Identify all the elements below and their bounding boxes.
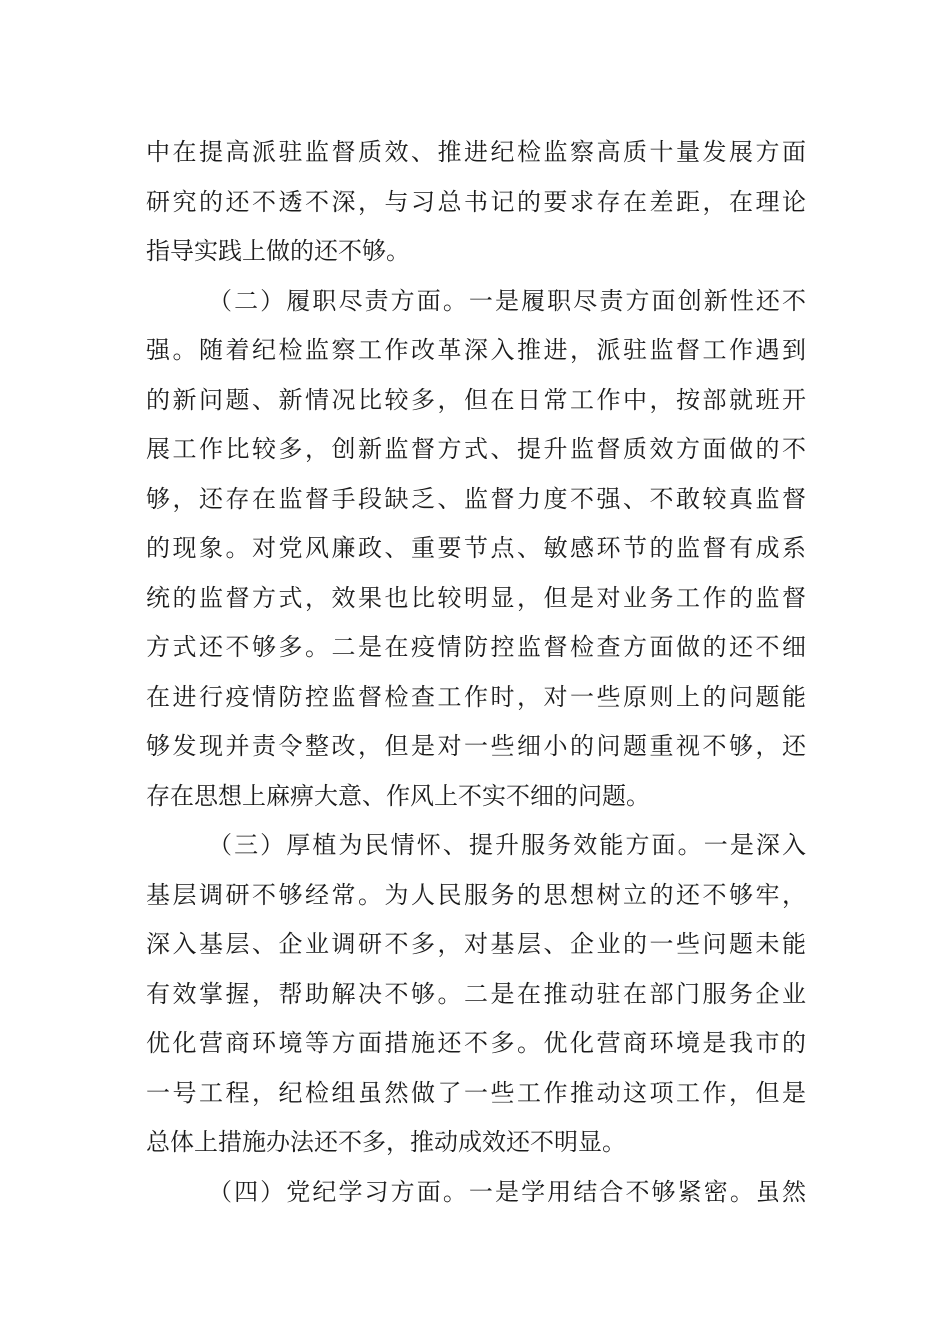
text-line: 中在提高派驻监督质效、推进纪检监察高质十量发展方面 — [146, 138, 806, 166]
text-line: 一号工程，纪检组虽然做了一些工作推动这项工作，但是 — [146, 1078, 806, 1107]
text-line: 方式还不够多。二是在疫情防控监督检查方面做的还不细 — [146, 633, 806, 661]
text-line: 存在思想上麻痹大意、作风上不实不细的问题。 — [146, 781, 650, 810]
text-line: 够，还存在监督手段缺乏、监督力度不强、不敢较真监督 — [146, 484, 806, 513]
text-line: 深入基层、企业调研不多，对基层、企业的一些问题未能 — [146, 930, 806, 958]
text-line: 强。随着纪检监察工作改革深入推进，派驻监督工作遇到 — [146, 336, 806, 364]
text-line: 展工作比较多，创新监督方式、提升监督质效方面做的不 — [146, 435, 806, 463]
text-line: 指导实践上做的还不够。 — [146, 237, 410, 265]
text-line: （三）厚植为民情怀、提升服务效能方面。一是深入 — [208, 831, 806, 859]
text-line: 基层调研不够经常。为人民服务的思想树立的还不够牢， — [146, 880, 806, 909]
text-line: 总体上措施办法还不多，推动成效还不明显。 — [146, 1128, 626, 1156]
text-line: （四）党纪学习方面。一是学用结合不够紧密。虽然 — [208, 1177, 806, 1206]
text-line: 够发现并责令整改，但是对一些细小的问题重视不够，还 — [146, 732, 806, 760]
text-line: 有效掌握，帮助解决不够。二是在推动驻在部门服务企业 — [146, 979, 806, 1008]
text-line: 统的监督方式，效果也比较明显，但是对业务工作的监督 — [146, 583, 806, 612]
text-line: 研究的还不透不深，与习总书记的要求存在差距，在理论 — [146, 187, 806, 216]
text-line: 的现象。对党风廉政、重要节点、敏感环节的监督有成系 — [146, 534, 806, 562]
document-body — [146, 128, 806, 1217]
text-line: 的新问题、新情况比较多，但在日常工作中，按部就班开 — [146, 385, 806, 414]
text-line: （二）履职尽责方面。一是履职尽责方面创新性还不 — [208, 286, 806, 315]
text-line: 优化营商环境等方面措施还不多。优化营商环境是我市的 — [146, 1029, 806, 1057]
text-line: 在进行疫情防控监督检查工作时，对一些原则上的问题能 — [146, 682, 806, 711]
